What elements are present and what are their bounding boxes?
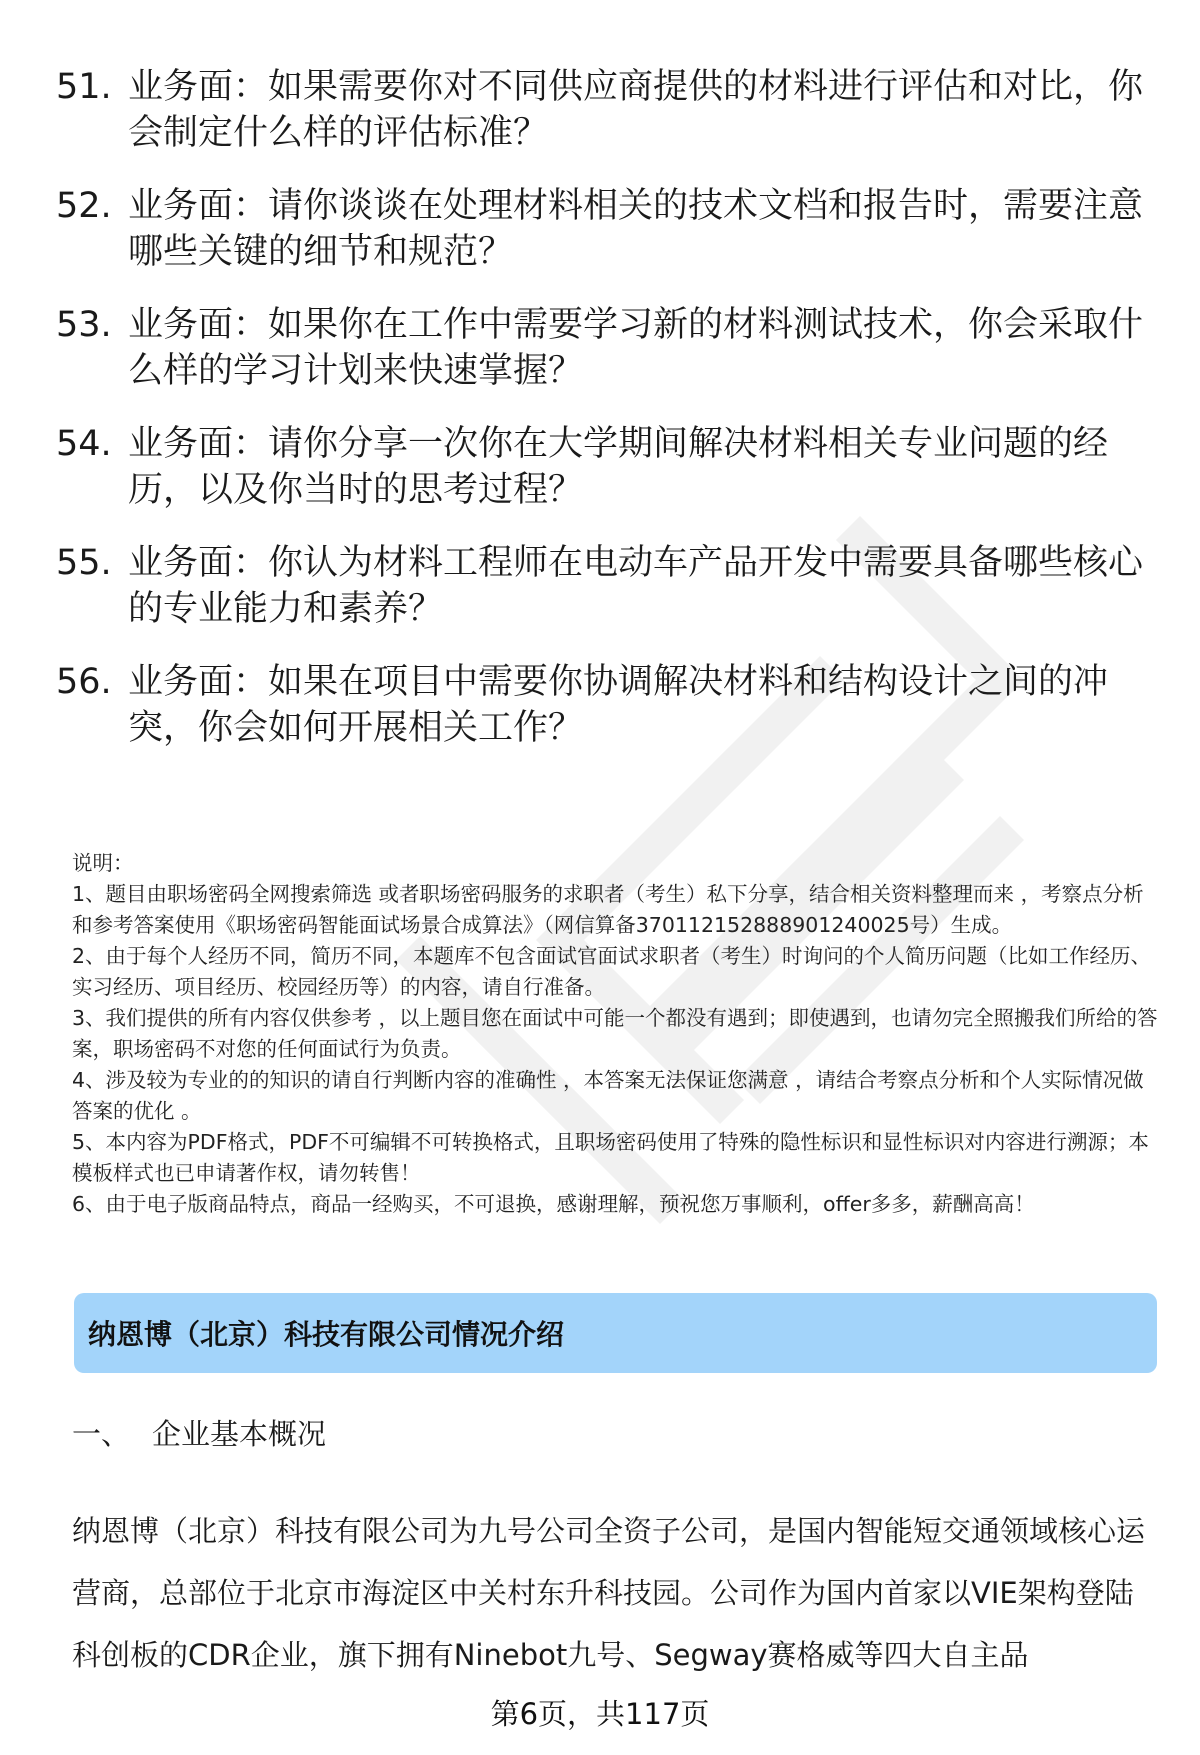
banner-title: 纳恩博（北京）科技有限公司情况介绍	[88, 1318, 565, 1351]
question-text: 业务面：你认为材料工程师在电动车产品开发中需要具备哪些核心的专业能力和素养？	[128, 543, 1144, 629]
question-item	[56, 421, 1146, 513]
question-text: 业务面：请你分享一次你在大学期间解决材料相关专业问题的经历，以及你当时的思考过程？	[128, 424, 1109, 510]
note-item: 3、我们提供的所有内容仅供参考 ，以上题目您在面试中可能一个都没有遇到；即使遇到，也请勿完全照搬我们所给的答案，职场密码不对您的任何面试行为负责。	[72, 1006, 1158, 1061]
question-number: 51.	[56, 67, 112, 107]
question-item	[56, 183, 1146, 275]
company-overview-paragraph: 纳恩博（北京）科技有限公司为九号公司全资子公司，是国内智能短交通领域核心运营商，总部位于北京市海淀区中关村东升科技园。公司作为国内首家以VIE架构登陆科创板的CDR企业，旗下拥有Ninebot九号、Segway赛格威等四大自主品	[72, 1514, 1146, 1672]
question-text: 业务面：如果在项目中需要你协调解决材料和结构设计之间的冲突，你会如何开展相关工作？	[128, 662, 1109, 748]
question-text: 业务面：如果你在工作中需要学习新的材料测试技术，你会采取什么样的学习计划来快速掌握？	[128, 305, 1144, 391]
note-item: 5、本内容为PDF格式，PDF不可编辑不可转换格式，且职场密码使用了特殊的隐性标识和显性标识对内容进行溯源；本模板样式也已申请著作权，请勿转售！	[72, 1130, 1149, 1185]
question-item	[56, 659, 1146, 751]
section-heading	[72, 1412, 326, 1453]
question-text: 业务面：请你谈谈在处理材料相关的技术文档和报告时，需要注意哪些关键的细节和规范？	[128, 186, 1144, 272]
question-number: 52.	[56, 186, 112, 226]
question-number: 55.	[56, 543, 112, 583]
question-number: 54.	[56, 424, 112, 464]
question-text: 业务面：如果需要你对不同供应商提供的材料进行评估和对比，你会制定什么样的评估标准？	[128, 67, 1144, 153]
note-item: 4、涉及较为专业的的知识的请自行判断内容的准确性 ，本答案无法保证您满意 ，请结合考察点分析和个人实际情况做答案的优化 。	[72, 1068, 1144, 1123]
heading-marker: 一、	[72, 1417, 131, 1451]
question-item	[56, 302, 1146, 394]
note-item: 1、题目由职场密码全网搜索筛选 或者职场密码服务的求职者（考生）私下分享，结合相关资料整理而来 ，考察点分析和参考答案使用《职场密码智能面试场景合成算法》（网信算备370112152888901240025号）生成。	[72, 882, 1144, 937]
note-item: 2、由于每个人经历不同，简历不同，本题库不包含面试官面试求职者（考生）时询问的个人简历问题（比如工作经历、实习经历、项目经历、校园经历等）的内容，请自行准备。	[72, 944, 1152, 999]
note-item: 6、由于电子版商品特点，商品一经购买，不可退换，感谢理解，预祝您万事顺利，offer多多，薪酬高高！	[72, 1192, 1035, 1216]
notes-title: 说明：	[72, 851, 134, 875]
question-item	[56, 540, 1146, 632]
company-section-banner	[74, 1293, 1157, 1373]
question-item	[56, 64, 1146, 156]
question-number: 53.	[56, 305, 112, 345]
question-number: 56.	[56, 662, 112, 702]
heading-text: 企业基本概况	[152, 1417, 327, 1451]
disclaimer-notes	[72, 848, 1162, 1220]
page-number: 第6页，共117页	[490, 1697, 710, 1731]
